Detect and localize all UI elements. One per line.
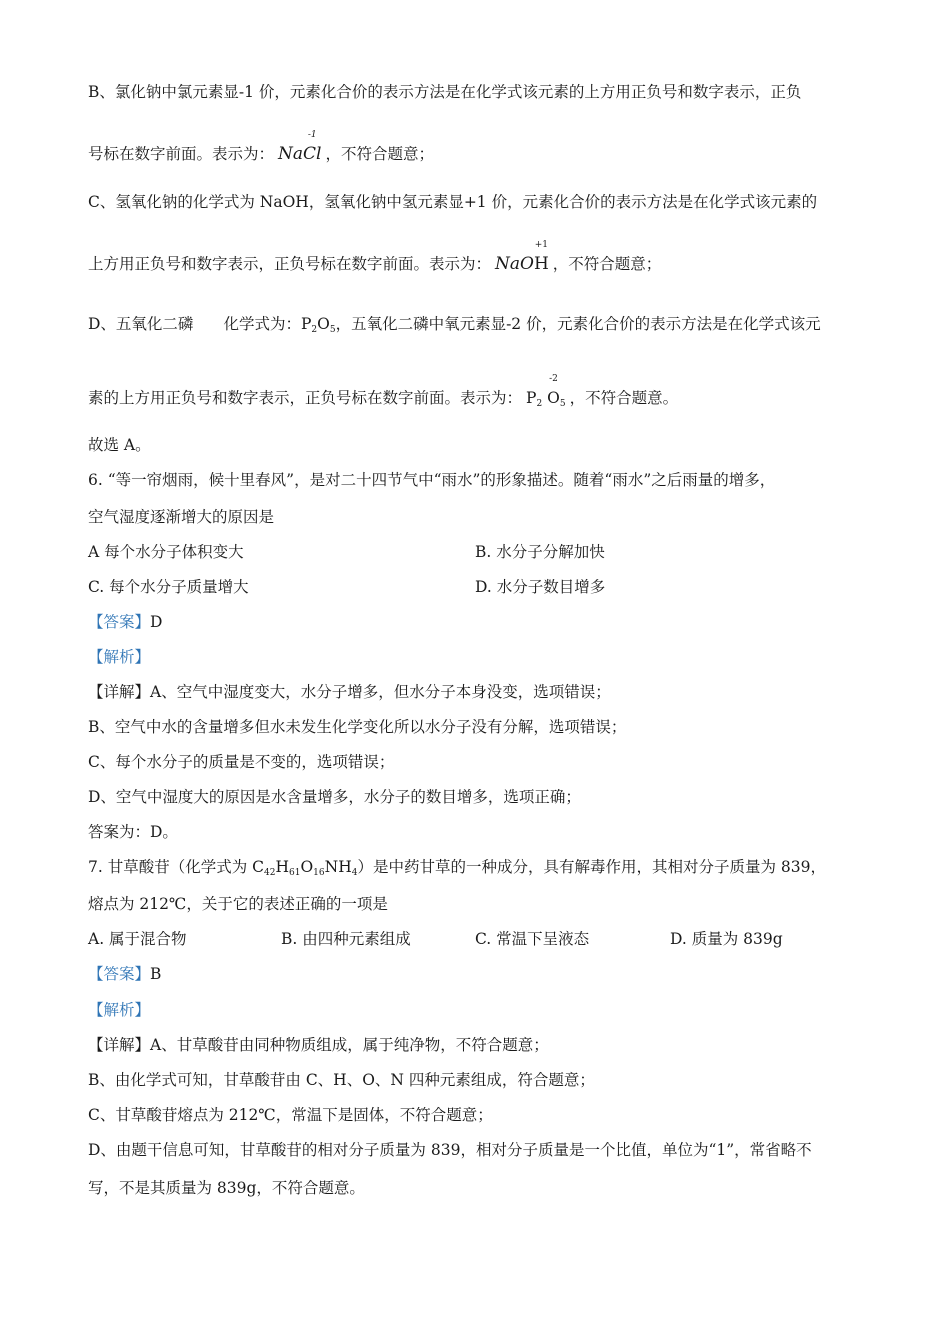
q5-c-line1: C、氢氧化钠的化学式为 NaOH，氢氧化钠中氢元素显+1 价，元素化合价的表示方法是在化学式该元素的 <box>88 193 818 211</box>
q6-option-d: D. 水分子数目增多 <box>475 578 606 596</box>
q7-detail-c: C、甘草酸苷熔点为 212℃，常温下是固体，不符合题意； <box>88 1106 493 1124</box>
q5-d-line1: D、五氧化二磷 化学式为：$P_2O_5$，五氧化二磷中氧元素显-2 价，元素化合价的表示方法是在化学式该元 <box>88 315 821 335</box>
detail-tag: 【详解】 <box>88 683 151 701</box>
answer-tag: 【答案】 <box>88 965 151 983</box>
h-valence: +1 <box>534 240 549 250</box>
q5-b-line2: 号标在数字前面。表示为： Na -1 Cl ，不符合题意； <box>88 130 434 164</box>
q6-option-a: A 每个水分子体积变大 <box>88 543 244 561</box>
p2o5-formula: $P_2$ -2 $O_5$ <box>526 374 566 409</box>
q6-option-b: B. 水分子分解加快 <box>475 543 605 561</box>
cl-valence: -1 <box>307 130 317 140</box>
q6-detail-b: B、空气中水的含量增多但水未发生化学变化所以水分子没有分解，选项错误； <box>88 718 627 736</box>
answer-tag: 【答案】 <box>88 613 151 631</box>
q7-option-a: A. 属于混合物 <box>88 930 187 948</box>
q7-stem-line2: 熔点为 212℃，关于它的表述正确的一项是 <box>88 895 388 913</box>
q6-final-answer: 答案为：D。 <box>88 823 178 841</box>
q6-analysis-tag: 【解析】 <box>88 648 151 666</box>
q6-stem-line2: 空气湿度逐渐增大的原因是 <box>88 508 275 526</box>
q5-conclusion: 故选 A。 <box>88 436 151 454</box>
q7-stem-line1: 7. 甘草酸苷（化学式为 $C_{42}H_{61}O_{16}NH_4$）是中药甘草的一种成分，具有解毒作用，其相对分子质量为 839， <box>88 858 826 878</box>
q6-detail-c: C、每个水分子的质量是不变的，选项错误； <box>88 753 395 771</box>
q7-analysis-tag: 【解析】 <box>88 1001 151 1019</box>
q7-detail-a: 【详解】A、甘草酸苷由同种物质组成，属于纯净物，不符合题意； <box>88 1036 549 1054</box>
q7-option-d: D. 质量为 839g <box>670 930 783 948</box>
q6-answer: 【答案】D <box>88 613 163 631</box>
q6-option-c: C. 每个水分子质量增大 <box>88 578 249 596</box>
q6-detail-d: D、空气中湿度大的原因是水含量增多，水分子的数目增多，选项正确； <box>88 788 581 806</box>
q5-d-line2: 素的上方用正负号和数字表示，正负号标在数字前面。表示为： $P_2$ -2 $O_5$ ，不符合题意。 <box>88 388 868 414</box>
q7-detail-d-line1: D、由题干信息可知，甘草酸苷的相对分子质量为 839，相对分子质量是一个比值，单位为“1”，常省略不 <box>88 1141 812 1159</box>
q7-detail-d-line2: 写，不是其质量为 839g，不符合题意。 <box>88 1179 365 1197</box>
q7-option-b: B. 由四种元素组成 <box>281 930 411 948</box>
q6-detail-a: 【详解】A、空气中湿度变大，水分子增多，但水分子本身没变，选项错误； <box>88 683 611 701</box>
q6-stem-line1: 6. “等一帘烟雨，候十里春风”，是对二十四节气中“雨水”的形象描述。随着“雨水”之后雨量的增多， <box>88 471 776 489</box>
q7-detail-b: B、由化学式可知，甘草酸苷由 C、H、O、N 四种元素组成，符合题意； <box>88 1071 595 1089</box>
q5-c-line2: 上方用正负号和数字表示，正负号标在数字前面。表示为： NaO +1 H ，不符合题意； <box>88 240 662 274</box>
q7-answer: 【答案】B <box>88 965 162 983</box>
q7-option-c: C. 常温下呈液态 <box>475 930 590 948</box>
naoh-formula: NaO +1 H <box>495 240 549 274</box>
nacl-formula: Na -1 Cl <box>278 130 322 164</box>
o-valence: -2 <box>549 374 558 384</box>
q5-b-line1: B、氯化钠中氯元素显-1 价，元素化合价的表示方法是在化学式该元素的上方用正负号和数字表示，正负 <box>88 83 802 101</box>
detail-tag: 【详解】 <box>88 1036 151 1054</box>
